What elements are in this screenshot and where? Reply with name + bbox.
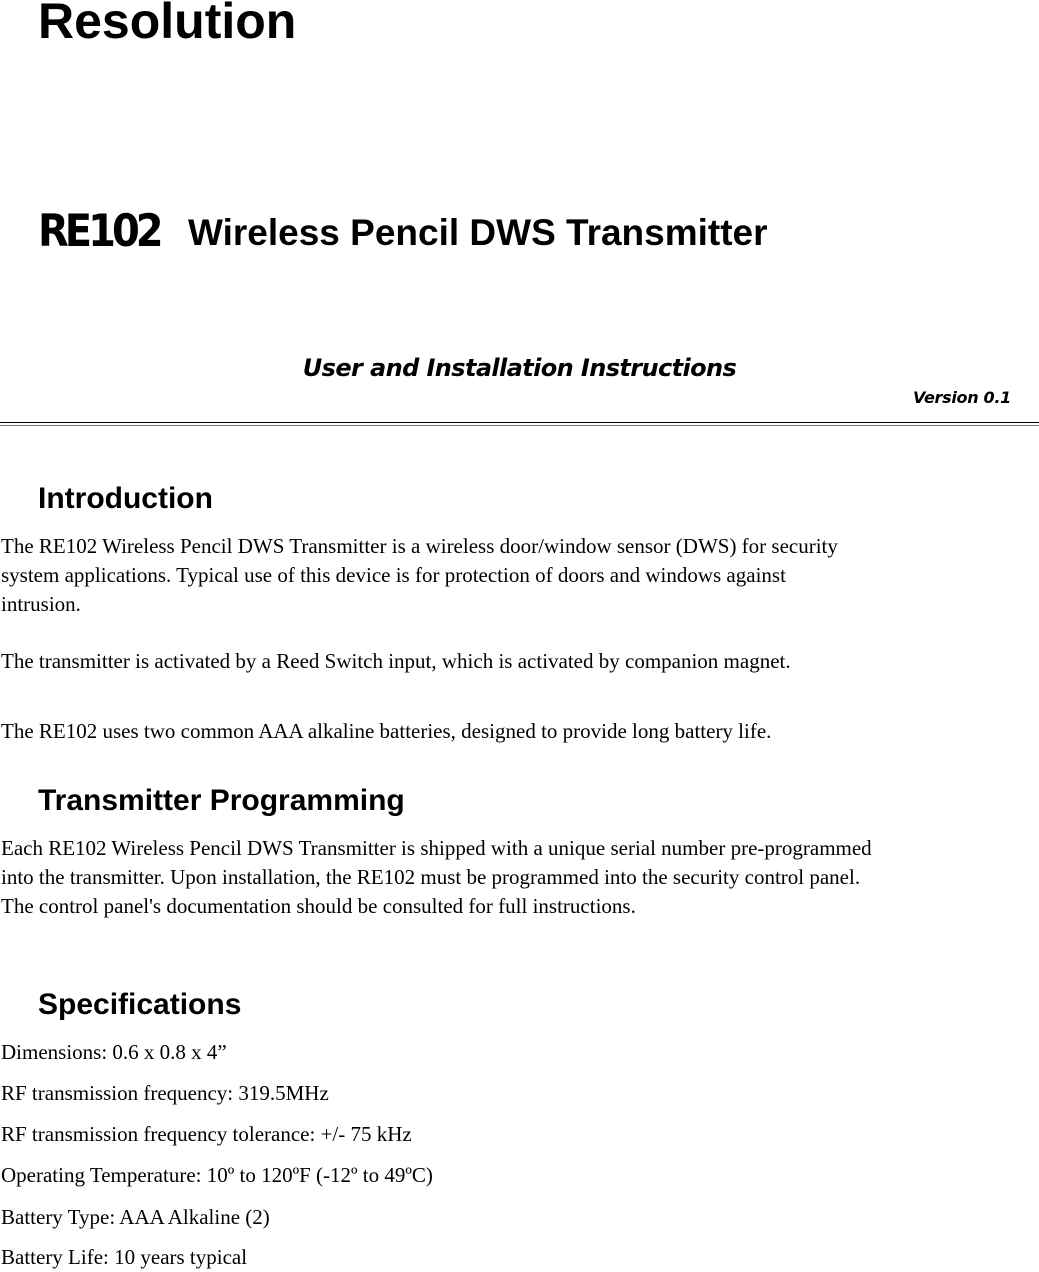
version-label: Version 0.1	[913, 388, 1011, 407]
header-divider	[0, 422, 1039, 423]
specifications-heading: Specifications	[38, 988, 242, 1021]
programming-line-2: into the transmitter. Upon installation, the RE102 must be programmed into the security control panel.	[1, 865, 861, 889]
spec-rf-tolerance: RF transmission frequency tolerance: +/- 75 kHz	[1, 1122, 412, 1146]
header-divider-shadow	[0, 425, 1039, 426]
spec-rf-frequency: RF transmission frequency: 319.5MHz	[1, 1081, 329, 1105]
product-title: Wireless Pencil DWS Transmitter	[188, 212, 768, 253]
spec-dimensions: Dimensions: 0.6 x 0.8 x 4”	[1, 1040, 227, 1064]
spec-operating-temperature: Operating Temperature: 10º to 120ºF (-12º to 49ºC)	[1, 1163, 433, 1187]
programming-line-1: Each RE102 Wireless Pencil DWS Transmitter is shipped with a unique serial number pre-programmed	[1, 836, 872, 860]
intro-line-2: system applications. Typical use of this device is for protection of doors and windows against	[1, 563, 786, 587]
intro-line-4: The transmitter is activated by a Reed Switch input, which is activated by companion magnet.	[1, 649, 791, 673]
intro-line-3: intrusion.	[1, 592, 81, 616]
intro-line-5: The RE102 uses two common AAA alkaline batteries, designed to provide long battery life.	[1, 719, 772, 743]
model-number: RE102	[38, 205, 160, 258]
spec-battery-life: Battery Life: 10 years typical	[1, 1245, 248, 1269]
brand-name: Resolution	[38, 0, 297, 49]
spec-battery-type: Battery Type: AAA Alkaline (2)	[1, 1205, 270, 1229]
intro-line-1: The RE102 Wireless Pencil DWS Transmitter is a wireless door/window sensor (DWS) for security	[1, 534, 838, 558]
programming-line-3: The control panel's documentation should be consulted for full instructions.	[1, 894, 636, 918]
document-subtitle: User and Installation Instructions	[302, 354, 737, 382]
programming-heading: Transmitter Programming	[38, 784, 405, 817]
introduction-heading: Introduction	[38, 482, 213, 515]
